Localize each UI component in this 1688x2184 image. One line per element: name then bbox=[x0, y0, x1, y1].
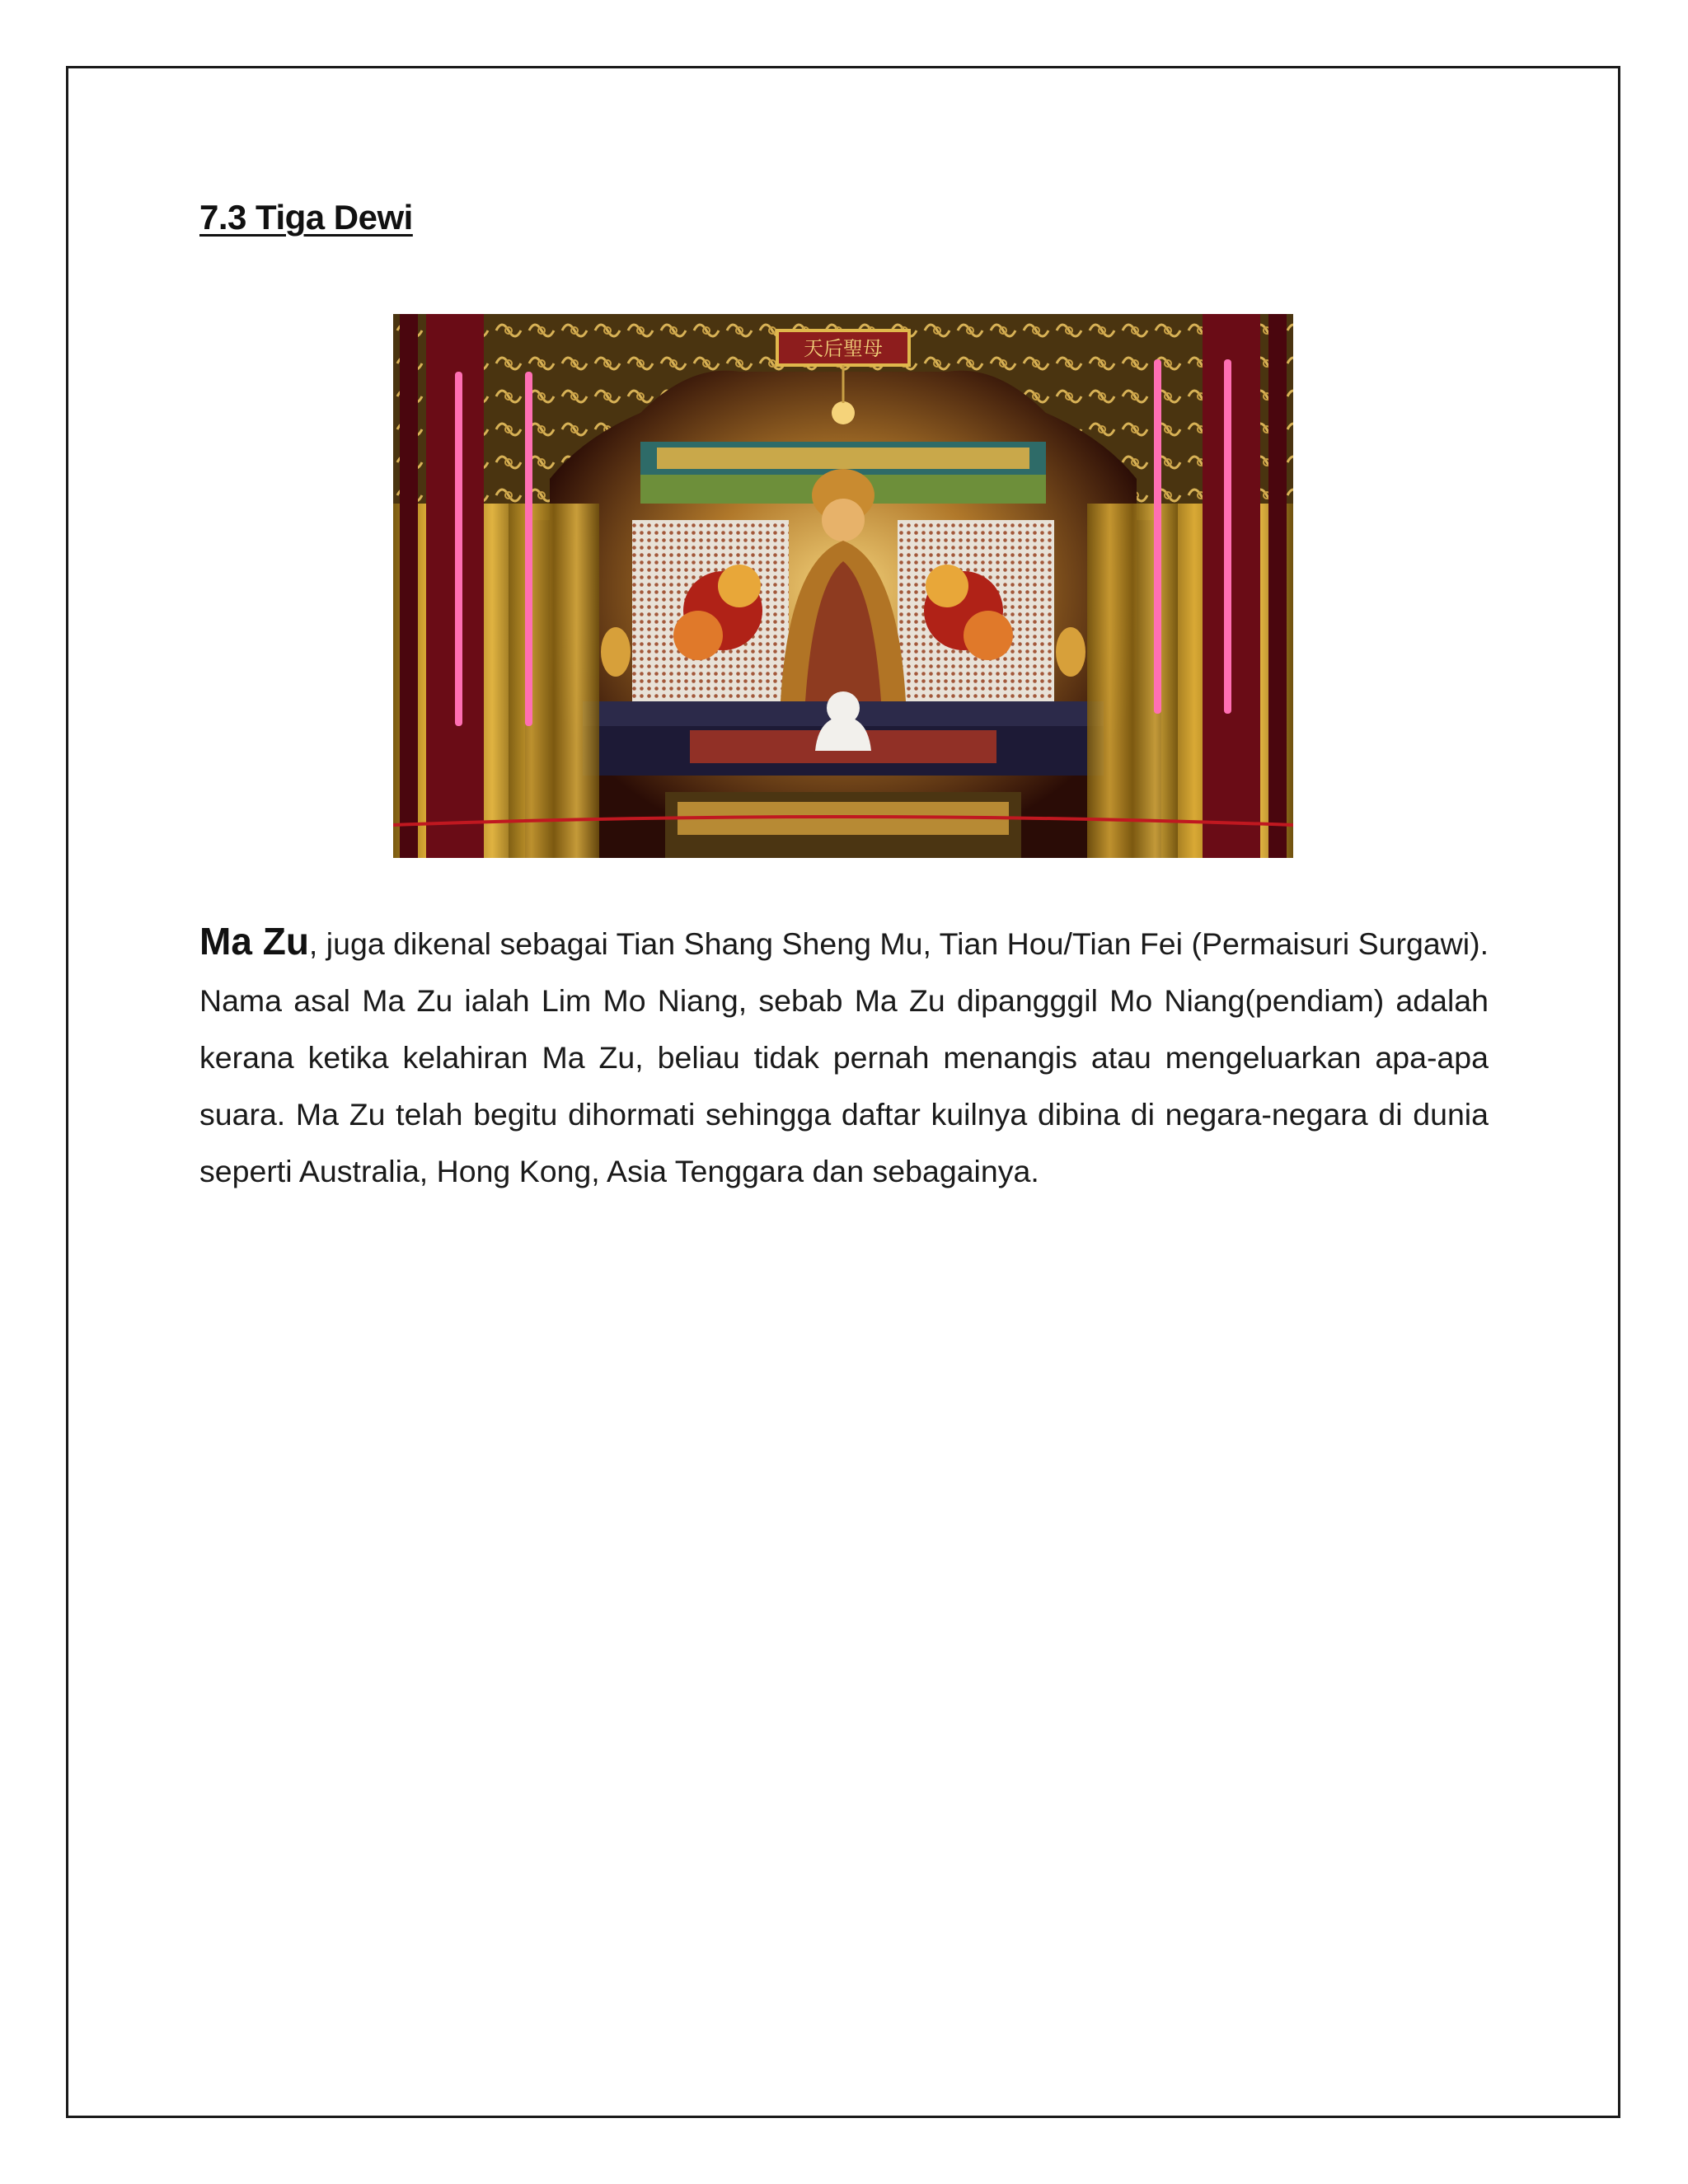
signboard-text: 天后聖母 bbox=[804, 337, 883, 360]
temple-altar-illustration bbox=[393, 314, 1293, 858]
paragraph-text: , juga dikenal sebagai Tian Shang Sheng Mu, Tian Hou/Tian Fei (Permaisuri Surgawi). Nama asal Ma Zu ialah Lim Mo Niang, sebab Ma Zu dipangggil Mo Niang(pendiam) adalah kerana ketika kelahiran Ma Zu, beliau tidak pernah menangis atau mengeluarkan apa-apa suara. Ma Zu telah begitu dihormati sehingga daftar kuilnya dibina di negara-negara di dunia seperti Australia, Hong Kong, Asia Tenggara dan sebagainya. bbox=[199, 926, 1489, 1188]
temple-altar-photo bbox=[393, 314, 1293, 858]
deity-name: Ma Zu bbox=[199, 920, 309, 963]
body-paragraph bbox=[199, 913, 1489, 1200]
section-heading: 7.3 Tiga Dewi bbox=[199, 198, 413, 237]
